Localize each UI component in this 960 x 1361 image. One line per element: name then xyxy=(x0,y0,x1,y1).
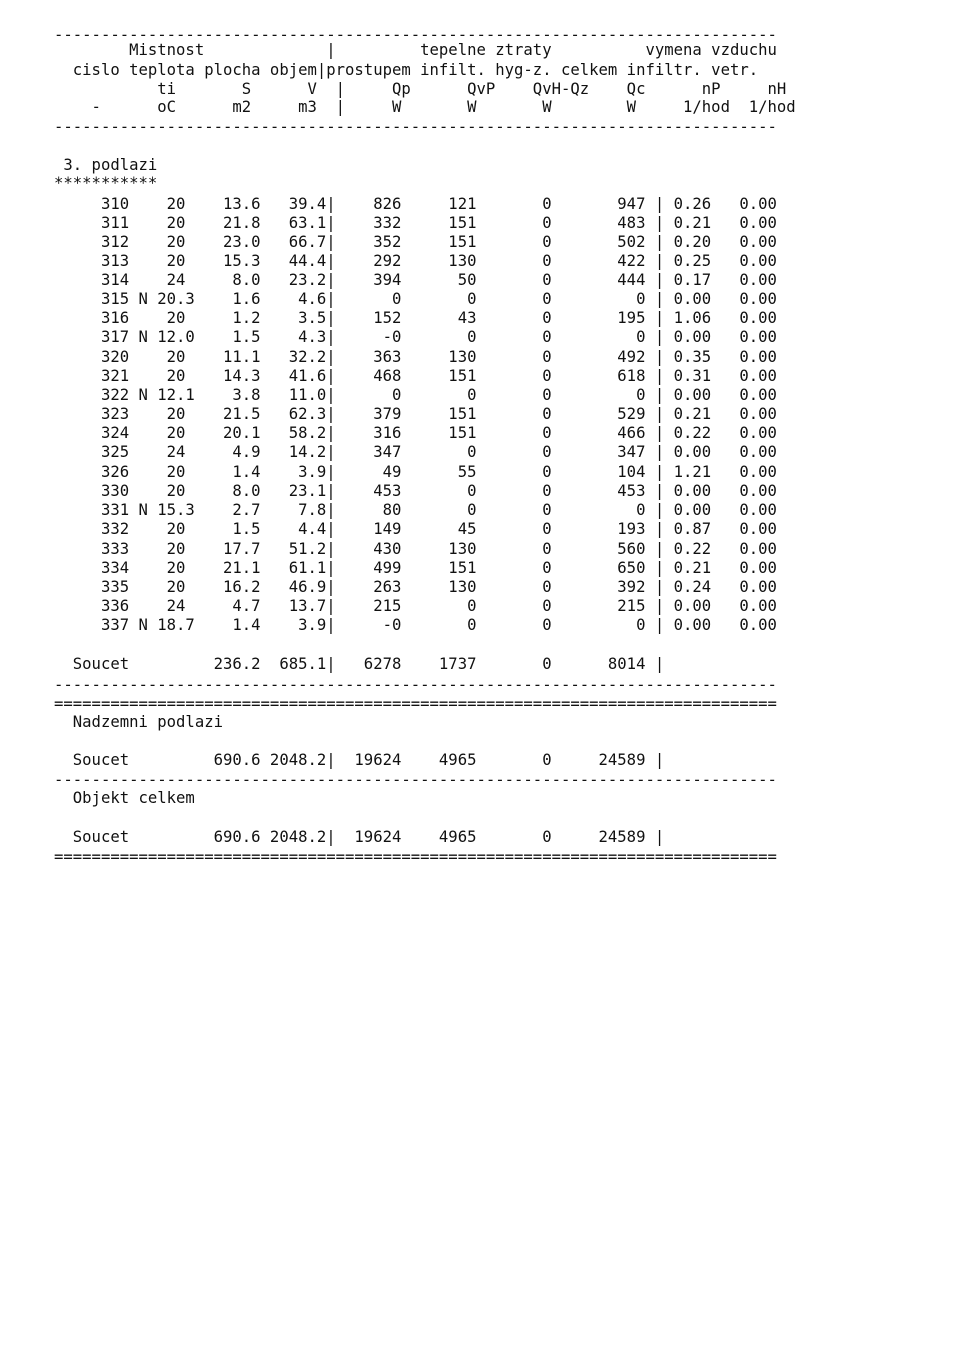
header-rule-top: ----------------------------------------------------------------------------- xyxy=(54,26,777,44)
above-ground-total-row: Soucet 690.6 2048.2| 19624 4965 0 24589 | xyxy=(54,751,665,769)
table-row: 313 20 15.3 44.4| 292 130 0 422 | 0.25 0.00 xyxy=(54,252,777,270)
table-row: 310 20 13.6 39.4| 826 121 0 947 | 0.26 0.00 xyxy=(54,195,777,213)
section-title: 3. podlazi xyxy=(54,156,158,174)
table-row: 324 20 20.1 58.2| 316 151 0 466 | 0.22 0.00 xyxy=(54,424,777,442)
object-title: Objekt celkem xyxy=(54,789,195,807)
rule-after-total: ----------------------------------------------------------------------------- xyxy=(54,676,777,694)
double-rule-2: ============================================================================= xyxy=(54,848,777,866)
table-row: 315 N 20.3 1.6 4.6| 0 0 0 0 | 0.00 0.00 xyxy=(54,290,777,308)
table-row: 333 20 17.7 51.2| 430 130 0 560 | 0.22 0.00 xyxy=(54,540,777,558)
table-row: 335 20 16.2 46.9| 263 130 0 392 | 0.24 0.00 xyxy=(54,578,777,596)
header-line-3: ti S V | Qp QvP QvH-Qz Qc nP nH xyxy=(54,80,787,98)
table-row: 334 20 21.1 61.1| 499 151 0 650 | 0.21 0.00 xyxy=(54,559,777,577)
table-row: 320 20 11.1 32.2| 363 130 0 492 | 0.35 0.00 xyxy=(54,348,777,366)
table-row: 332 20 1.5 4.4| 149 45 0 193 | 0.87 0.00 xyxy=(54,520,777,538)
table-row: 331 N 15.3 2.7 7.8| 80 0 0 0 | 0.00 0.00 xyxy=(54,501,777,519)
header-line-4: - oC m2 m3 | W W W W 1/hod 1/hod xyxy=(54,98,796,116)
table-row: 322 N 12.1 3.8 11.0| 0 0 0 0 | 0.00 0.00 xyxy=(54,386,777,404)
table-row: 312 20 23.0 66.7| 352 151 0 502 | 0.20 0.00 xyxy=(54,233,777,251)
table-row: 330 20 8.0 23.1| 453 0 0 453 | 0.00 0.00 xyxy=(54,482,777,500)
table-row: 321 20 14.3 41.6| 468 151 0 618 | 0.31 0.00 xyxy=(54,367,777,385)
header-rule-bottom: ----------------------------------------------------------------------------- xyxy=(54,118,777,136)
table-row: 336 24 4.7 13.7| 215 0 0 215 | 0.00 0.00 xyxy=(54,597,777,615)
table-row: 337 N 18.7 1.4 3.9| -0 0 0 0 | 0.00 0.00 xyxy=(54,616,777,634)
object-total-row: Soucet 690.6 2048.2| 19624 4965 0 24589 | xyxy=(54,828,665,846)
table-row: 317 N 12.0 1.5 4.3| -0 0 0 0 | 0.00 0.00 xyxy=(54,328,777,346)
table-row: 326 20 1.4 3.9| 49 55 0 104 | 1.21 0.00 xyxy=(54,463,777,481)
header-line-2: cislo teplota plocha objem|prostupem infilt. hyg-z. celkem infiltr. vetr. xyxy=(54,61,759,79)
above-ground-title: Nadzemni podlazi xyxy=(54,713,223,731)
double-rule-1: ============================================================================= xyxy=(54,695,777,713)
table-row: 325 24 4.9 14.2| 347 0 0 347 | 0.00 0.00 xyxy=(54,443,777,461)
header-line-1: Mistnost | tepelne ztraty vymena vzduchu xyxy=(54,41,777,59)
table-row: 314 24 8.0 23.2| 394 50 0 444 | 0.17 0.00 xyxy=(54,271,777,289)
table-row: 316 20 1.2 3.5| 152 43 0 195 | 1.06 0.00 xyxy=(54,309,777,327)
table-row: 323 20 21.5 62.3| 379 151 0 529 | 0.21 0.00 xyxy=(54,405,777,423)
rule-after-above-ground: ----------------------------------------------------------------------------- xyxy=(54,771,777,789)
table-row: 311 20 21.8 63.1| 332 151 0 483 | 0.21 0.00 xyxy=(54,214,777,232)
section-underline: *********** xyxy=(54,174,158,192)
floor-total-row: Soucet 236.2 685.1| 6278 1737 0 8014 | xyxy=(54,655,665,673)
